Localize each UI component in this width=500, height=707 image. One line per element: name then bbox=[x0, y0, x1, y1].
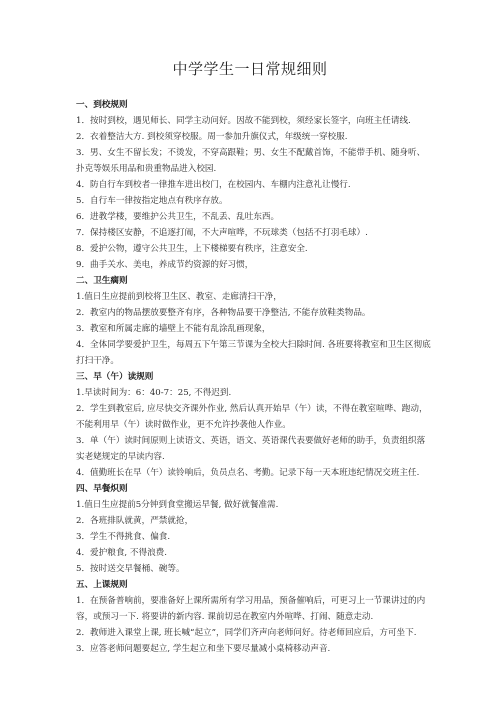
rule-item: 3．教室和所属走廊的墙壁上不能有乱涂乱画现象， bbox=[76, 324, 271, 334]
rule-item: 9．曲手关水、美电，养成节约资源的好习惯， bbox=[76, 260, 254, 270]
rule-item: 1．按时到校，遇见师长、同学主动问好。因故不能到校，须经家长签字，向班主任请线. bbox=[76, 116, 411, 126]
section-heading: 五、上课规则 bbox=[76, 580, 128, 590]
rule-item: 2．各班排队就黄，严禁就抢， bbox=[76, 516, 194, 526]
section-heading: 四、早餐炽则 bbox=[76, 484, 128, 494]
section bbox=[76, 97, 431, 273]
section bbox=[76, 273, 431, 369]
rule-item: 1.值日生应提前到校将卫生区、教室、走廊清扫干净， bbox=[76, 292, 282, 302]
rule-item: 1.值日生应提前5分钟到食堂搬运早餐, 做好就餐准需. bbox=[76, 500, 279, 510]
rule-item: 6．进教学楼，要维护公共卫生，不乱丢、乱吐东西。 bbox=[76, 212, 280, 222]
rule-item: 1．在预备普响前，要准备好上课所需所有学习用品，预备催响后，可更习上一节课讲过的内容，或预习一下. 将要讲的新内容. 课前切忌在教室内外喧哗、打闹、随意走动. bbox=[76, 596, 426, 622]
rule-item: 3．学生不得挑食、偏食. bbox=[76, 532, 171, 542]
rule-item: 3．男、女生不留长发；不烫发，不穿高跟鞋；男、女生不配戴首饰，不能带手机、随身听、扑克等娱乐用品和贵重物品进入校园. bbox=[76, 148, 426, 174]
section bbox=[76, 481, 431, 577]
rule-item: 4．爱护粮食, 不得浪费. bbox=[76, 548, 168, 558]
rule-item: 8．爱护公物，遵守公共卫生，上下楼梯要有秩序，注意安全. bbox=[76, 244, 308, 254]
section bbox=[76, 577, 431, 657]
section-heading: 二、卫生瘸则 bbox=[76, 276, 128, 286]
document-title: 中学学生一日常规细则 bbox=[172, 60, 328, 78]
section-heading: 三、早（午）读规则 bbox=[76, 372, 154, 382]
rule-item: 3．单（午）读时间原则上读语文、英语，语文、英语课代表要做好老师的助手，负责组织落实老姥规定的早读内容. bbox=[76, 436, 426, 462]
section-heading: 一、到校规则 bbox=[76, 100, 128, 110]
section bbox=[76, 369, 431, 481]
rule-item: 4．值勤班长在早（午）读铃响后，负员点名、考勤。记录下每一天本班违纪情况交班主任. bbox=[76, 468, 420, 478]
rule-item: 7．保持楼区安静，不追逐打闹，不大声喧哗，不玩球类（包括不打羽毛球）. bbox=[76, 228, 368, 238]
rule-item: 1.早读时间为：6：40-7：25, 不得迟到. bbox=[76, 388, 232, 398]
rule-item: 2．教师进入课堂上课, 班长喊“起立”，同学们齐声向老师问好。待老师回应后，方可坐下. bbox=[76, 628, 417, 638]
rule-item: 4．防自行车到校者一律推车进出校门，在校园内、车棚内注意礼让慢行. bbox=[76, 180, 351, 190]
rule-item: 5．自行车一律按指定地点有秩序存放。 bbox=[76, 196, 228, 206]
rule-item: 2．教室内的物品摆放要整齐有序，各种物品要干净整洁, 不能存放鞋类物品。 bbox=[76, 308, 371, 318]
rule-item: 3．应答老师问题要起立, 学生起立和坐下要尽量减小桌椅移动声音. bbox=[76, 644, 331, 654]
rule-item: 5．按时送交早餐桶、碗等。 bbox=[76, 564, 185, 574]
document-body bbox=[76, 97, 431, 657]
rule-item: 2．衣着整洁大方. 到校须穿校服。周一参加升旗仪式，年级统一穿校服. bbox=[76, 132, 348, 142]
rule-item: 4．全体同学要爱护卫生，每周五下午第三节课为全校大扫除时间. 各班要将教室和卫生区彻底打扫干净。 bbox=[76, 340, 431, 366]
rule-item: 2．学生到教室后, 应尽快交齐课外作业, 然后认真开始早（午）读，不得在教室喧哗、跑动，不能利用早（午）读时做作业，更不允许抄袭他人作业。 bbox=[76, 404, 428, 430]
